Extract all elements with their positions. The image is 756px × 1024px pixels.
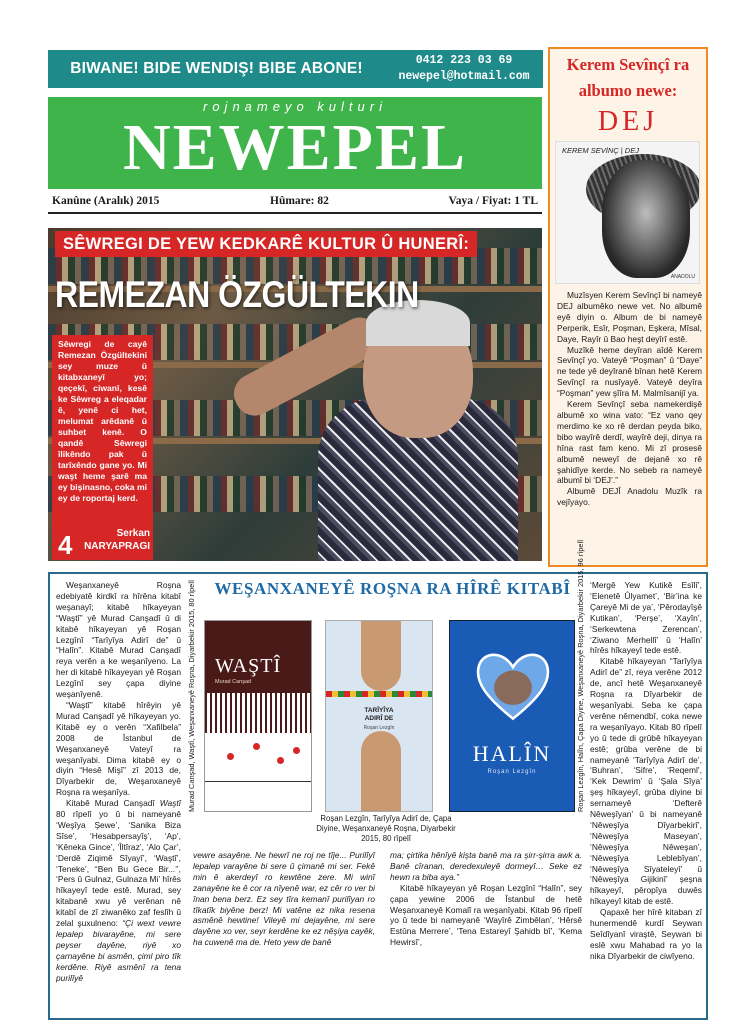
album-name: DEJ: [597, 106, 659, 137]
flower-icon: [293, 747, 300, 754]
masthead-divider: [48, 212, 542, 214]
lead-author: [80, 527, 150, 553]
issue-info-bar: [48, 193, 542, 211]
article-paragraph: ‘Mergê Yew Kutikê Esîlî’, ‘Elenetê Ûlyamet’, ‘Bir’ina ke Çareyê Mi de ya’, ‘Pêrodayîşê Kutikan’, ‘Perşe’, ‘Xayîn’, ‘Serkewtena Zerencan’, ‘Ziwano Merhellî’ û ‘Halîn’ hîrês hîkayeyî tede estê.: [590, 580, 702, 656]
book-caption-wasti: Murad Canşad, Waştî, Weşanxaneyê Roşna, Diyarbekir 2015, 80 rîpelî: [187, 579, 196, 812]
book-title-inline: Waştî: [159, 798, 181, 809]
article-column-4: [590, 580, 702, 962]
quote-text: vewre asayêne. Ne hewrî ne roj ne tîje... Purilîyî lepalep varayêne bi sere û çimanê mi ser. Fekê min ê akerdeyî ro kewtêne zere. Mi winî zanayêne ke ê cor ra nîyenê war, ez cêr ro ver bi înan bena berz. Ez sey tîra kemanî purilîyan ro tîkatîk biyêne berz! Mi vatêne ez nika resena asmênê hewtine! Vileyê mi dejayêne, mi sere dayêne xo ver, seyr kerdêne ke ez nêşiya cayêk, ha cuwenê ma de. Heto yew de banê: [193, 850, 375, 948]
author-last-name: NARYAPRAGI: [84, 541, 150, 552]
book-cover-halin: [449, 620, 575, 812]
quote-text: “Çi wext vewre lepalep bivarayêne, mi sere peyser dayêne, riyê xo çarnayêne bi asmên, çiml piro tîk kerdêne. Riyê asmênî ra tena purilîyê: [56, 918, 181, 983]
sidebar-paragraph: Muzîkê heme deyîran aîdê Kerem Sevînçî yo. Vateyê “Poşman” û “Daye” ne tede yê deyîranê bînan hetê Kerem Sevînçî ra nusîyayê. Vateyê deyîra “Poşman” yew şîîra M. Malmîsanijî ya.: [557, 344, 702, 399]
sidebar-text: [557, 290, 702, 508]
book-caption-halin: Roşan Lezgîn, Halîn, Çapa Diyine, Weşanxaneyê Roşna, Diyarbekir 2015, 96 rîpelî: [576, 539, 585, 812]
article-paragraph: Kitabê hîkayeyan “Tarîyîya Adirî de” zî, reya verêne 2012 de, ancî hetê Weşanxaneyê Roşna ra Dîyarbekir de weşanîyabi. Seba ke çapa verêne nêmendbî, coka newe ra weşanîyayo. Kitab 80 rîpelî yo û tede di grûbê hîkayeyan estê; grûba verêne de bi nameyanê ‘Tarîyîya Adirî de’, ‘Buhran’, ‘Sifre’, ‘Reqeml’, ‘Kek Dewrim’ û ‘Şala Sîya’ şeş hîkayeyî, grûba diyine bi sernameyê ‘Defterê Nêweşîyan’ û bi nameyanê ‘Nêweşîya Dîyarbekirî’, ‘Nêweşîya Maseyan’, ‘Nêweşîya Nêweşan’, ‘Nêweşîya Leblebîyan’, ‘Nêweşîya Sîyateleyî’ û ‘Nêweşîya Gijikinî’ şeşna hîkayeyî, pêropîya duwês hîkayeyî kitab de estê.: [590, 656, 702, 907]
issue-date: Kanûne (Aralık) 2015: [52, 195, 160, 207]
issue-price: Vaya / Fiyat: 1 TL: [448, 195, 538, 207]
text-run: 80 rîpelî yo û bi nameyanê ‘Weşîya Şewe’, ‘Sanika Biza Sîse’, ‘Hesabpersayîş’, ‘Ap’, ‘Kêneka Gince’, ‘Îltîraz’, ‘Alo Çar’, ‘Derdê Ziqimê Sîyayî’, ‘Waştî’, ‘Teneke’, ‘‘Ben Bu Gece Bir...’’, ‘Pers û Gulnaz, Gulnaza Mi’ hîrês hîkayeyî tede estê. Murad, sey kitabanê xwu yê verênan nê kitabî de zî ziwanêko zaf feslîh û zelal şuxulneno:: [56, 809, 181, 929]
album-cover-brand: ANADOLU: [670, 274, 695, 280]
article-column-3: [390, 833, 582, 948]
article-paragraph: [390, 850, 582, 883]
newspaper-logo: NEWEPEL: [122, 111, 468, 184]
album-cover-portrait: [602, 160, 690, 278]
article-paragraph: Qapaxê her hîrê kitaban zî hunermendê kurdî Seywan Seîdîyanî viraştê, Seywan bi eslê xwu Mahabad ra yo la nika Dîyarbekir de ciwîyeno.: [590, 907, 702, 961]
book-author: Roşan Lezgîn: [363, 725, 395, 731]
sidebar-title: Kerem Sevînçî ra albumo newe:: [566, 55, 690, 100]
article-paragraph: Weşanxaneyê Roşna edebiyatê kirdkî ra hîrêna kitabî weşanayî; kitabê hîkayeyan “Waştî” yê Murad Canşadî û di kitabê hîkayeyan yê Roşan Lezgînî “Tarîyîya Adirî de” û “Halîn”. Kitabê Murad Canşadî reya verên a ke weşanîyeno. La her di kitabê hîkayeyan yê Roşan Lezgînî sey çapa diyine weşanîyenê.: [56, 580, 181, 700]
album-cover-label: KEREM SEVİNÇ | DEJ: [562, 146, 639, 155]
tagline: rojnameyo kulturi: [203, 99, 387, 114]
flower-icon: [253, 743, 260, 750]
flower-icon: [277, 757, 284, 764]
book-author: Roşan Lezgîn: [487, 769, 537, 775]
quote-text: ma; çirtika hênîyê kişta banê ma ra şirr-şirra awk a. Banê cîranan, deredexuleyê dormeyî… Seke ez hewn ra biba aya.”: [390, 850, 582, 882]
cover-fringe: [205, 693, 311, 733]
phone-number: 0412 223 03 69: [415, 54, 513, 67]
subscribe-banner: BIWANE! BIDE WENDIŞ! BIBE ABONE!: [48, 50, 385, 88]
lead-summary: Sêwregi de cayê Remezan Özgültekini sey muze û kitabxaneyî yo; qeçekî, ciwanî, kesê ke Sêwreg a eleqadar ê, yenê ci het, melumat arêdanê û suhbet kenê. O qandê Sêwregi îlikêndo pak û tarîxêndo gane yo. Mi waşt heme şarê ma ey bişinasno, coka mi ey de roportaj kerd.: [58, 339, 147, 503]
book-title-line: TARÎYÎYA: [364, 707, 394, 714]
barbed-wire: [205, 781, 311, 782]
book-title: HALÎN: [472, 741, 552, 766]
flower-icon: [227, 753, 234, 760]
album-cover: [555, 141, 700, 284]
article-paragraph: [56, 798, 181, 983]
article-paragraph: “Waştî” kitabê hîrêyin yê Murad Canşadî yê hîkayeyan yo. Kitabê ey o verên “Xafilbela” 2008 de Îstanbul de Weşanxaneyê Vateyî ra weşanîyabi. Dima kitabê ey o diyin “Hesê Mişî” zî 2013 de, Dîyarbekir de, Weşanxaneyê Roşna ra weşanîya.: [56, 699, 181, 798]
book-cover-wasti: [204, 620, 312, 812]
book-title: WAŞTÎ: [215, 655, 282, 677]
email-address[interactable]: newepel@hotmail.com: [398, 70, 530, 83]
sidebar-paragraph: Kerem Sevînçî seba namekerdişê albumê xo wina vato: “Ez vano qey merdimo ke xo rê derdan peyda biko, bibo wayîrê derdî, wayîrê deji, dinya ra hîna rast fam keno. Mi zî prosesê albumê neweyî de dejanê xo rê şahidîye kerde. No sebeb ra nameyê albumî bi ‘DEJ’.”: [557, 399, 702, 486]
lead-name: REMEZAN ÖZGÜLTEKIN: [55, 273, 419, 316]
text-run: Kitabê Murad Canşadî: [66, 798, 160, 809]
article-paragraph: Kitabê hîkayeyan yê Roşan Lezgînî “Halîn”, sey çapa yewine 2006 de Îstanbul de hetê Weşanxaneyê Komalî ra weşanîyabi. Kitab 96 rîpelî yo û tede bi nameyanê ‘Wayîrê Zimbêlan’, ‘Hêrsê Estûna Merrere’, ‘Tena Estareyî Şahidb bî’, ‘Kema Hewirsî’,: [390, 882, 582, 948]
article-title: WEŞANXANEYÊ ROŞNA RA HÎRÊ KITABÎ: [214, 579, 571, 598]
cover-hand: [361, 621, 401, 691]
book-title: [326, 707, 432, 723]
article-paragraph: [193, 850, 375, 948]
book-author: Murad Canşad: [215, 679, 252, 685]
book-title-line: ADIRÎ DE: [364, 715, 394, 722]
contact-box: [385, 50, 543, 88]
sidebar-paragraph: Albumê DEJÎ Anadolu Muzîk ra vejîyayo.: [557, 486, 702, 508]
article-column-2: [193, 850, 375, 948]
heart-icon: [470, 643, 556, 729]
sidebar-paragraph: Muzîsyen Kerem Sevînçî bi nameyê DEJ albumêko newe vet. No albumê eyê diyin o. Album de bi nameyê Perperik, Esîr, Poşman, Eşkera, Mîsal, Daye, Rayîr û Bao heşt deyîrî estê.: [557, 290, 702, 344]
cover-rope: [326, 691, 432, 697]
book-caption-tariyiya: Roşan Lezgîn, Tarîyîya Adirî de, Çapa Diyine, Weşanxaneyê Roşna, Diyarbekir 2015, 80 rîpelî: [316, 814, 456, 843]
book-cover-tariyiya: [325, 620, 433, 812]
lead-headline: SÊWREGI DE YEW KEDKARÊ KULTUR Û HUNERÎ:: [55, 231, 477, 257]
page-number: 4: [58, 530, 73, 560]
author-first-name: Serkan: [116, 528, 150, 539]
cover-hand: [361, 731, 401, 812]
issue-number: Hûmare: 82: [270, 195, 329, 207]
article-column-1: [56, 580, 181, 984]
